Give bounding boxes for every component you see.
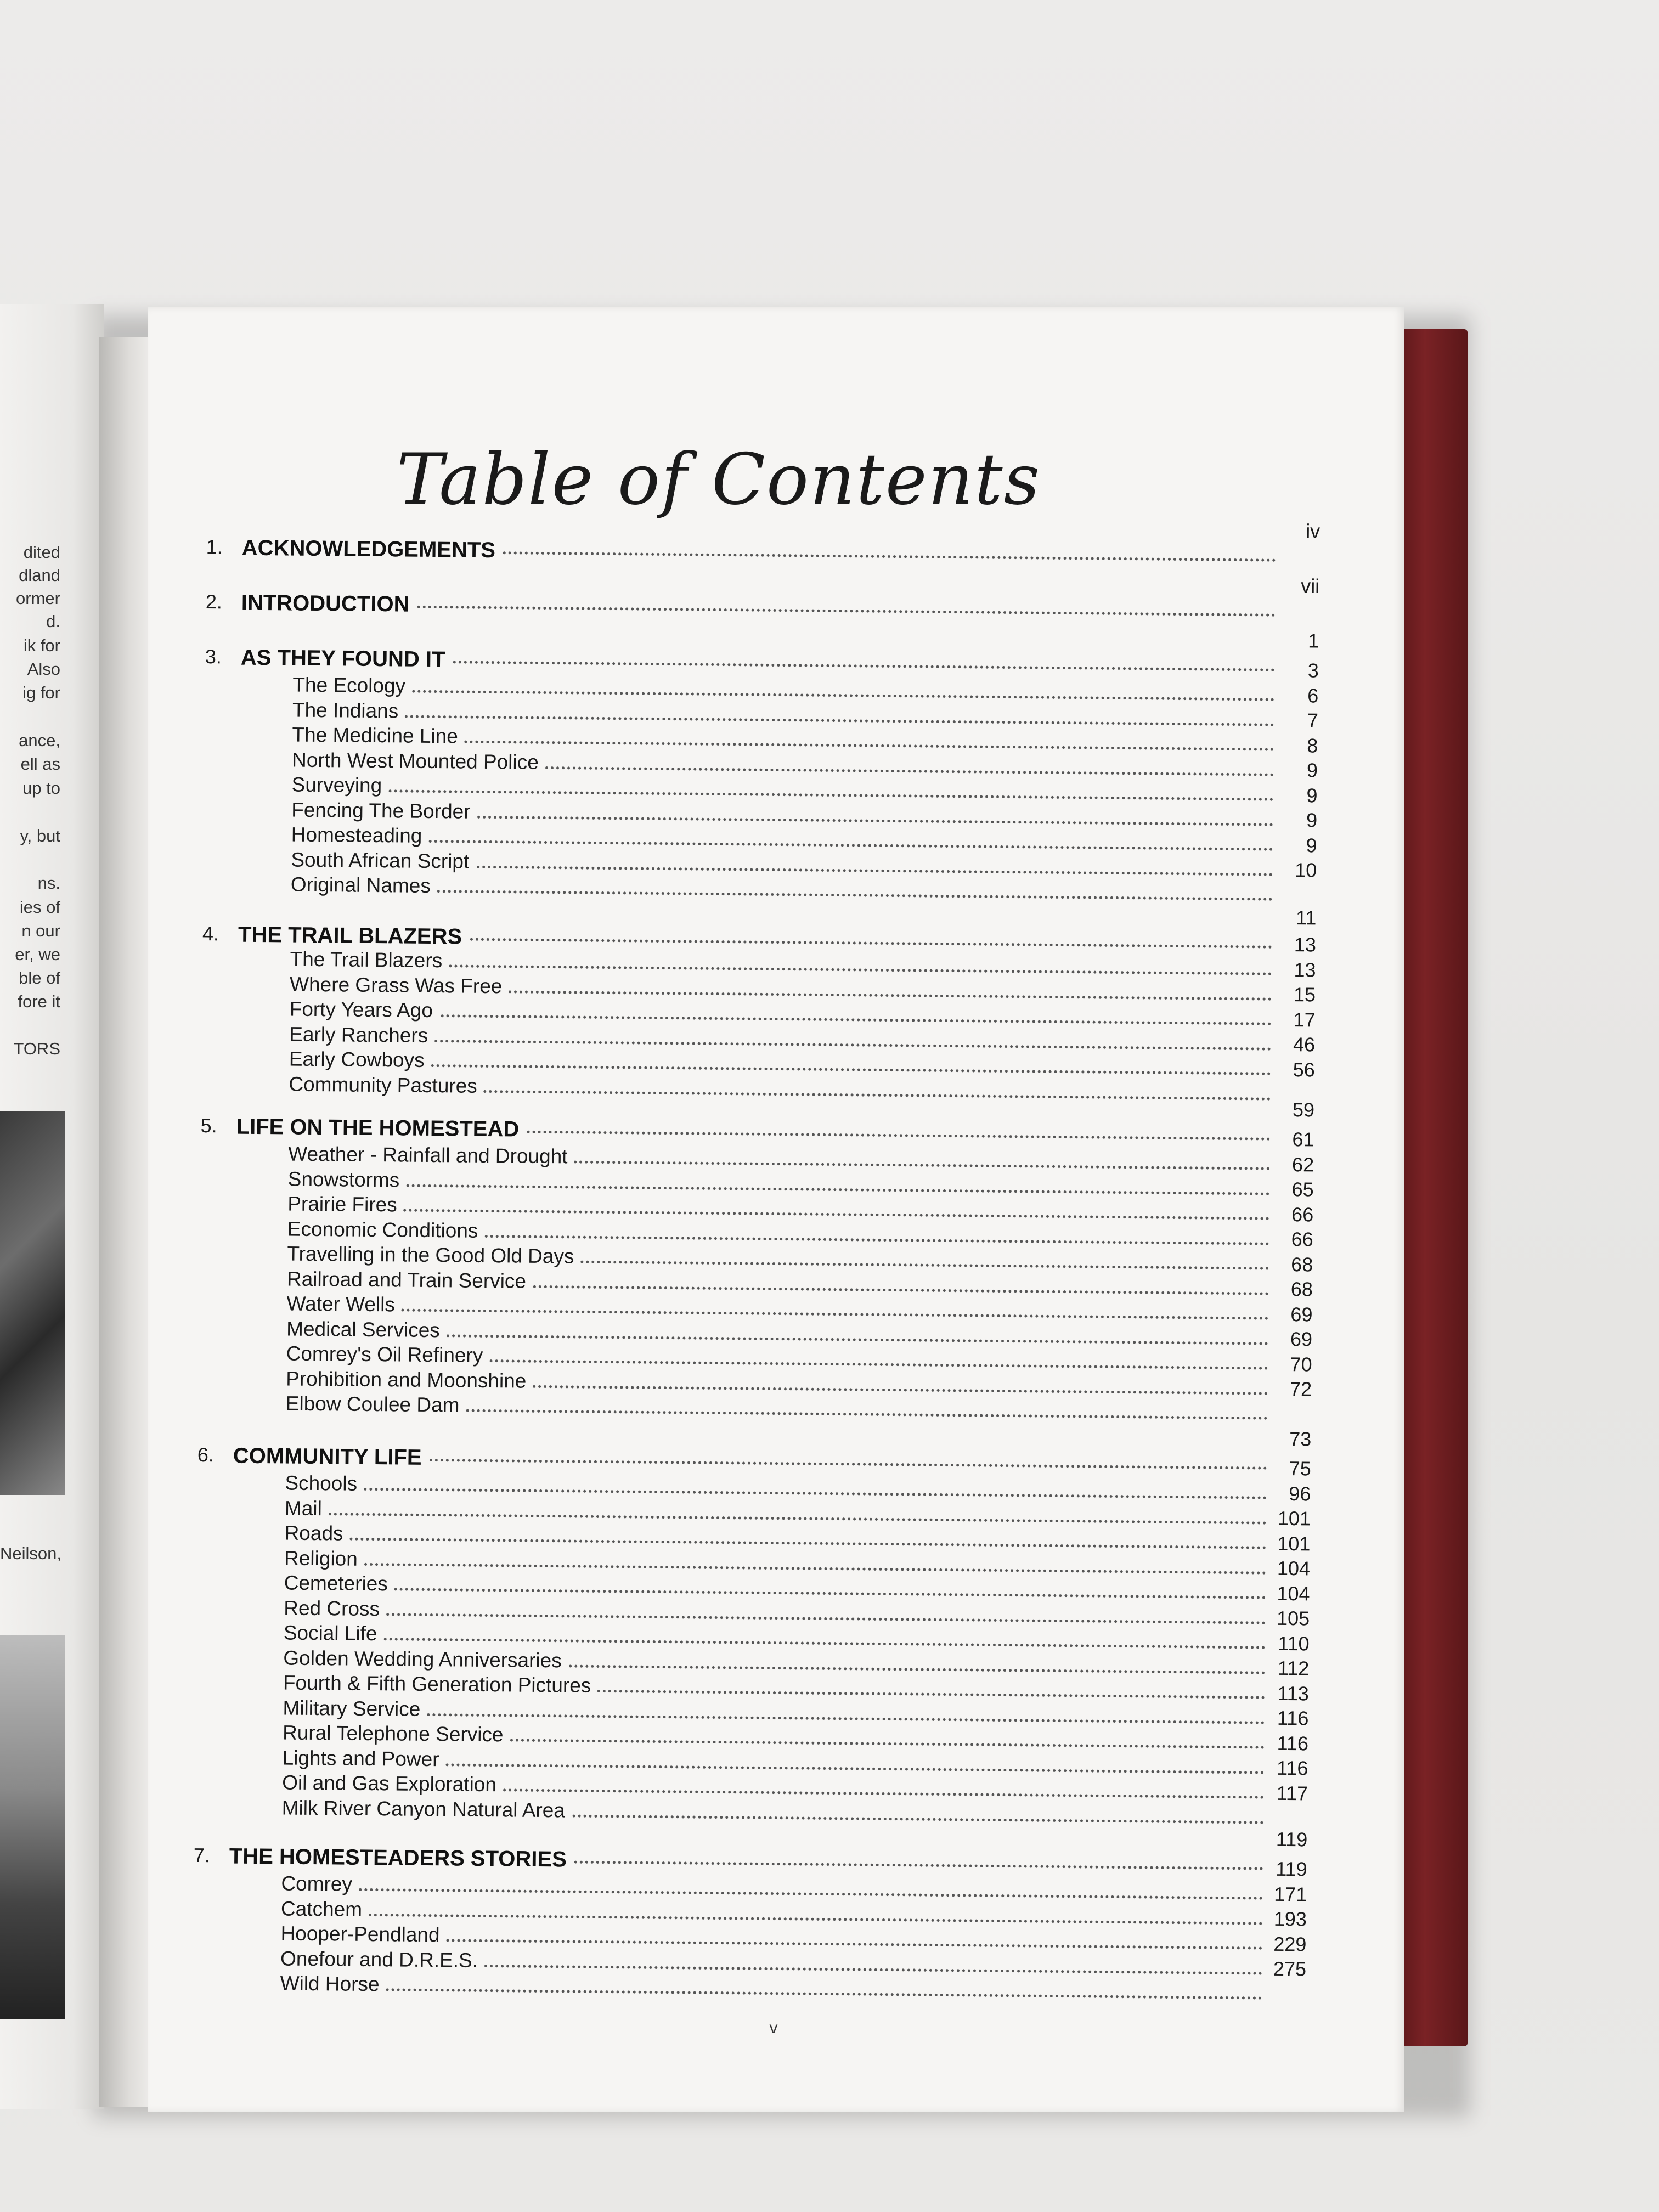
left-page-text-fragment: ik for — [23, 636, 60, 655]
dot-leader — [465, 741, 1274, 751]
left-page-text-fragment: Neilson, — [0, 1544, 61, 1563]
toc-item: Where Grass Was Free — [289, 973, 503, 997]
dot-leader — [503, 1788, 1264, 1798]
dot-leader — [430, 1459, 1267, 1470]
toc-item: Mail — [284, 1496, 323, 1520]
toc-item: Early Ranchers — [289, 1023, 428, 1047]
dot-leader — [573, 1814, 1264, 1824]
toc-item-page: 6 — [1307, 684, 1319, 707]
toc-item-page: 113 — [1277, 1681, 1310, 1705]
dot-leader — [533, 1385, 1268, 1395]
toc-item: Water Wells — [286, 1292, 396, 1316]
toc-item: Homesteading — [291, 823, 422, 847]
left-page-photo — [0, 1111, 65, 1495]
dot-leader — [364, 1488, 1267, 1499]
dot-leader — [406, 1184, 1269, 1195]
section-number: 7. — [193, 1843, 211, 1867]
toc-item-page: 62 — [1291, 1153, 1314, 1176]
toc-item-page: 104 — [1277, 1582, 1310, 1605]
toc-item-page: 13 — [1294, 933, 1317, 956]
dot-leader — [574, 1161, 1270, 1170]
dot-leader — [597, 1690, 1265, 1699]
toc-item-page: 116 — [1276, 1756, 1308, 1780]
toc-item-page: 75 — [1289, 1457, 1311, 1480]
dot-leader — [447, 1334, 1268, 1345]
left-page-text-fragment: y, but — [20, 826, 60, 845]
dot-leader — [545, 766, 1274, 776]
toc-item: Surveying — [291, 773, 382, 797]
dot-leader — [446, 1939, 1262, 1949]
section-page: 11 — [1295, 906, 1317, 929]
toc-item-page: 7 — [1307, 709, 1319, 732]
toc-item: Prairie Fires — [287, 1192, 397, 1216]
left-page-text-fragment: er, we — [15, 945, 60, 964]
toc-item-page: 68 — [1290, 1278, 1313, 1301]
section-page: 59 — [1292, 1098, 1315, 1121]
page-number: v — [769, 2019, 778, 2037]
dot-leader — [477, 865, 1273, 876]
dot-leader — [527, 1131, 1270, 1141]
section-number: 6. — [197, 1443, 215, 1466]
toc-item: The Ecology — [292, 673, 406, 697]
toc-item-page: 3 — [1307, 659, 1319, 682]
toc-item-page: 9 — [1306, 783, 1318, 807]
left-page-text-fragment: fore it — [18, 992, 60, 1011]
toc-item: Fourth & Fifth Generation Pictures — [283, 1671, 591, 1697]
dot-leader — [417, 606, 1275, 617]
section-number: 2. — [205, 590, 223, 613]
toc-item-page: 9 — [1306, 759, 1318, 782]
section-page: 1 — [1308, 629, 1319, 652]
toc-item-page: 65 — [1291, 1178, 1314, 1201]
left-page-text-fragment: dland — [19, 566, 60, 585]
toc-item: Prohibition and Moonshine — [286, 1367, 527, 1392]
toc-item-page: 116 — [1277, 1731, 1309, 1754]
dot-leader — [445, 1763, 1264, 1774]
toc-item: Community Pastures — [289, 1073, 477, 1097]
toc-item: The Indians — [292, 698, 399, 722]
toc-item: Elbow Coulee Dam — [285, 1392, 460, 1417]
toc-item: South African Script — [291, 848, 470, 873]
toc-item-page: 46 — [1293, 1033, 1316, 1056]
section-title: THE HOMESTEADERS STORIES — [229, 1844, 567, 1872]
section-page: vii — [1301, 574, 1320, 597]
dot-leader — [405, 715, 1274, 726]
toc-item-page: 17 — [1293, 1008, 1316, 1031]
toc-item-page: 119 — [1276, 1857, 1307, 1881]
toc-item: Economic Conditions — [287, 1217, 478, 1242]
dot-leader — [574, 1861, 1263, 1870]
dot-leader — [428, 840, 1273, 851]
dot-leader — [466, 1409, 1267, 1420]
dot-leader — [329, 1513, 1267, 1524]
toc-item-page: 105 — [1276, 1606, 1310, 1630]
toc-item-page: 13 — [1294, 958, 1316, 981]
dot-leader — [435, 1040, 1271, 1051]
page-title: Table of Contents — [396, 439, 1041, 521]
section-title: ACKNOWLEDGEMENTS — [241, 535, 496, 563]
toc-item: Lights and Power — [282, 1746, 439, 1770]
toc-item-page: 69 — [1290, 1302, 1313, 1325]
dot-leader — [533, 1285, 1269, 1295]
section-number: 1. — [206, 535, 223, 558]
toc-item-page: 104 — [1277, 1556, 1311, 1580]
toc-item-page: 66 — [1291, 1228, 1313, 1251]
toc-item-page: 10 — [1295, 859, 1317, 882]
toc-item-page: 15 — [1293, 983, 1316, 1006]
toc-item: Railroad and Train Service — [286, 1267, 527, 1293]
section-page: 119 — [1276, 1827, 1308, 1851]
toc-item-page: 275 — [1273, 1957, 1307, 1980]
toc-item-page: 68 — [1291, 1252, 1313, 1276]
left-page-photo — [0, 1635, 65, 2019]
section-number: 5. — [200, 1114, 217, 1137]
toc-item-page: 101 — [1277, 1532, 1311, 1555]
toc-item: Red Cross — [284, 1596, 380, 1620]
section-title: THE TRAIL BLAZERS — [238, 922, 462, 949]
toc-item-page: 116 — [1277, 1706, 1309, 1730]
toc-item: Social Life — [283, 1621, 377, 1645]
left-page-text-fragment: ormer — [16, 589, 60, 608]
dot-leader — [404, 1209, 1270, 1220]
dot-leader — [394, 1588, 1266, 1599]
toc-item: Fencing The Border — [291, 798, 471, 823]
left-page-text-fragment: d. — [46, 612, 60, 631]
toc-item-page: 193 — [1273, 1907, 1307, 1931]
toc-item: Original Names — [290, 873, 431, 897]
toc-item-page: 66 — [1291, 1203, 1314, 1226]
section-title: COMMUNITY LIFE — [233, 1443, 422, 1470]
toc-item: Forty Years Ago — [289, 997, 433, 1022]
left-page-text-fragment: ig for — [22, 683, 60, 702]
dot-leader — [383, 1638, 1265, 1649]
book-cover-edge — [1396, 329, 1468, 2046]
toc-item-page: 69 — [1290, 1328, 1313, 1351]
dot-leader — [477, 815, 1273, 826]
dot-leader — [437, 890, 1273, 901]
toc-item-page: 9 — [1306, 809, 1318, 832]
dot-leader — [569, 1664, 1266, 1674]
dot-leader — [359, 1888, 1263, 1900]
dot-leader — [484, 1090, 1271, 1100]
toc-item-page: 72 — [1289, 1378, 1312, 1401]
toc-item: Comrey's Oil Refinery — [286, 1342, 483, 1367]
toc-item: Catchem — [280, 1897, 363, 1921]
section-title: INTRODUCTION — [241, 590, 410, 617]
table-of-contents — [131, 307, 1404, 2124]
toc-item: Snowstorms — [287, 1167, 400, 1191]
toc-item-page: 9 — [1306, 833, 1317, 856]
left-page-text-fragment: dited — [23, 543, 60, 562]
left-page — [0, 304, 104, 2109]
toc-item-page: 110 — [1278, 1632, 1310, 1655]
section-page: iv — [1305, 520, 1321, 543]
left-page-text-fragment: ance, — [19, 731, 60, 750]
toc-item: Cemeteries — [284, 1571, 388, 1595]
toc-item: Early Cowboys — [289, 1047, 425, 1071]
section-page: 73 — [1289, 1427, 1312, 1451]
toc-item: Religion — [284, 1546, 358, 1570]
dot-leader — [388, 789, 1273, 800]
toc-item: Comrey — [281, 1872, 353, 1895]
dot-leader — [510, 1739, 1265, 1748]
toc-item-page: 171 — [1274, 1882, 1307, 1905]
dot-leader — [503, 551, 1276, 562]
left-page-text-fragment: up to — [22, 778, 60, 798]
dot-leader — [580, 1261, 1269, 1270]
left-page-text-fragment: ble of — [19, 968, 60, 988]
section-number: 4. — [202, 922, 219, 945]
dot-leader — [484, 1234, 1269, 1245]
toc-item-page: 56 — [1293, 1058, 1315, 1081]
toc-item: Weather - Rainfall and Drought — [288, 1142, 568, 1168]
dot-leader — [412, 690, 1274, 701]
toc-item-page: 8 — [1307, 733, 1318, 757]
left-page-text-fragment: TORS — [13, 1039, 60, 1058]
toc-item: Milk River Canyon Natural Area — [281, 1796, 566, 1821]
toc-page — [148, 307, 1404, 2112]
dot-leader — [369, 1913, 1263, 1925]
toc-item: Travelling in the Good Old Days — [287, 1242, 574, 1268]
section-title: AS THEY FOUND IT — [240, 645, 445, 672]
dot-leader — [489, 1359, 1268, 1370]
toc-item: Golden Wedding Anniversaries — [283, 1646, 562, 1672]
toc-item-page: 61 — [1292, 1128, 1314, 1151]
toc-item-page: 70 — [1290, 1352, 1312, 1375]
dot-leader — [349, 1538, 1266, 1549]
toc-item: Wild Horse — [280, 1972, 380, 1996]
section-title: LIFE ON THE HOMESTEAD — [236, 1114, 520, 1142]
left-page-text-fragment: ell as — [20, 754, 60, 774]
toc-item: Oil and Gas Exploration — [282, 1771, 497, 1796]
left-page-text-fragment: ns. — [37, 873, 60, 893]
toc-item: Hooper-Pendland — [280, 1922, 440, 1946]
toc-item: Medical Services — [286, 1317, 440, 1341]
toc-item: The Trail Blazers — [290, 947, 443, 972]
dot-leader — [484, 1965, 1262, 1975]
dot-leader — [509, 990, 1272, 1000]
toc-item: North West Mounted Police — [291, 748, 539, 774]
toc-item: Rural Telephone Service — [282, 1721, 504, 1746]
toc-item: Schools — [285, 1471, 358, 1495]
dot-leader — [427, 1713, 1265, 1724]
toc-item: The Medicine Line — [292, 723, 459, 748]
dot-leader — [402, 1309, 1269, 1320]
left-page-text-fragment: ies of — [19, 898, 60, 917]
toc-item-page: 112 — [1277, 1656, 1310, 1680]
dot-leader — [449, 964, 1272, 975]
toc-item: Military Service — [283, 1696, 421, 1720]
dot-leader — [453, 661, 1275, 671]
toc-item-page: 229 — [1273, 1932, 1307, 1955]
section-number: 3. — [205, 645, 222, 668]
dot-leader — [431, 1064, 1271, 1075]
dot-leader — [386, 1613, 1266, 1624]
dot-leader — [386, 1988, 1262, 1999]
dot-leader — [470, 938, 1272, 949]
toc-item: Onefour and D.R.E.S. — [280, 1946, 478, 1972]
dot-leader — [364, 1562, 1266, 1574]
left-page-text-fragment: n our — [21, 921, 60, 940]
toc-item: Roads — [284, 1521, 343, 1545]
left-page-text-fragment: Also — [27, 659, 60, 679]
dot-leader — [441, 1014, 1272, 1025]
toc-item-page: 101 — [1277, 1506, 1311, 1530]
toc-item-page: 96 — [1289, 1482, 1311, 1505]
toc-item-page: 117 — [1276, 1781, 1308, 1804]
